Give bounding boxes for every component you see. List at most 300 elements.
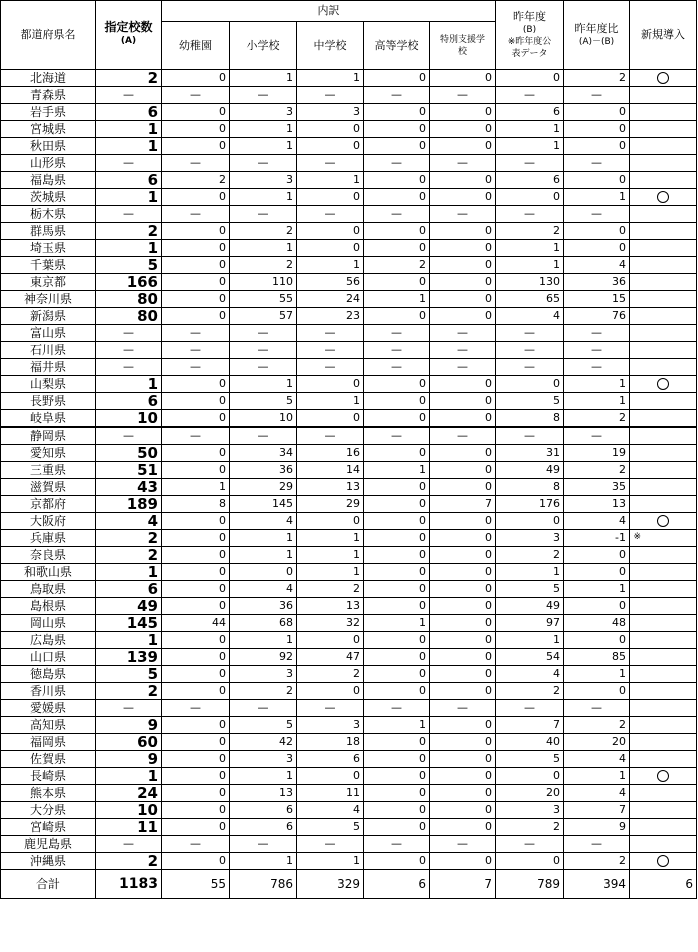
high-count: 0 <box>364 70 430 87</box>
table-row <box>1 632 697 649</box>
table-row <box>1 376 697 393</box>
ratio-number: 1 <box>619 582 627 595</box>
ratio-dash: — <box>564 427 630 445</box>
total-count: 1183 <box>96 870 162 899</box>
high-count: 0 <box>364 530 430 547</box>
ratio-value <box>564 496 630 513</box>
header-ratio-label: 昨年度比 <box>574 22 619 35</box>
junior-high-count: 1 <box>297 564 364 581</box>
table-row <box>1 462 697 479</box>
ratio-value <box>564 189 630 206</box>
prev-year-count: 97 <box>496 615 564 632</box>
ratio-value <box>564 649 630 666</box>
table-row <box>1 853 697 870</box>
high-count: 0 <box>364 666 430 683</box>
new-cell <box>630 376 697 393</box>
prev-dash: — <box>496 342 564 359</box>
designated-count: 5 <box>96 257 162 274</box>
ratio-value <box>564 564 630 581</box>
new-cell <box>630 564 697 581</box>
pref-name: 島根県 <box>1 598 96 615</box>
junior-high-count: 0 <box>297 410 364 428</box>
table-row <box>1 155 697 172</box>
prev-year-count: 49 <box>496 598 564 615</box>
new-cell <box>630 598 697 615</box>
special-dash: — <box>430 359 496 376</box>
pref-name: 栃木県 <box>1 206 96 223</box>
elementary-count: 3 <box>230 104 297 121</box>
pref-name: 岩手県 <box>1 104 96 121</box>
count-dash: — <box>96 206 162 223</box>
pref-name: 奈良県 <box>1 547 96 564</box>
designated-count: 51 <box>96 462 162 479</box>
elementary-dash: — <box>230 359 297 376</box>
junior-high-count: 32 <box>297 615 364 632</box>
table-row <box>1 189 697 206</box>
elementary-dash: — <box>230 700 297 717</box>
prev-year-count: 49 <box>496 462 564 479</box>
prev-year-count: 4 <box>496 666 564 683</box>
kindergarten-count: 0 <box>162 240 230 257</box>
header-ratio-formula: (A)－(B) <box>578 37 615 47</box>
kindergarten-count: 0 <box>162 717 230 734</box>
table-row <box>1 547 697 564</box>
ratio-number: 0 <box>619 633 627 646</box>
pref-name: 秋田県 <box>1 138 96 155</box>
pref-name: 大分県 <box>1 802 96 819</box>
new-cell <box>630 615 697 632</box>
kindergarten-count: 0 <box>162 257 230 274</box>
new-cell <box>630 104 697 121</box>
high-count: 0 <box>364 223 430 240</box>
designated-count: 6 <box>96 104 162 121</box>
total-new: 6 <box>630 870 697 899</box>
ratio-value <box>564 104 630 121</box>
special-count: 0 <box>430 462 496 479</box>
kindergarten-count: 0 <box>162 291 230 308</box>
pref-name: 北海道 <box>1 70 96 87</box>
special-dash: — <box>430 87 496 104</box>
designated-count: 6 <box>96 581 162 598</box>
new-cell <box>630 189 697 206</box>
table-row <box>1 257 697 274</box>
ratio-number: 0 <box>619 599 627 612</box>
high-count: 0 <box>364 785 430 802</box>
new-cell <box>630 308 697 325</box>
elementary-count: 3 <box>230 751 297 768</box>
designated-count: 1 <box>96 768 162 785</box>
elementary-count: 1 <box>230 376 297 393</box>
total-row <box>1 870 697 899</box>
high-count: 0 <box>364 734 430 751</box>
new-cell <box>630 70 697 87</box>
ratio-value <box>564 819 630 836</box>
high-count: 0 <box>364 410 430 428</box>
special-count: 0 <box>430 410 496 428</box>
prev-year-count: 1 <box>496 138 564 155</box>
pref-name: 佐賀県 <box>1 751 96 768</box>
new-cell <box>630 206 697 223</box>
high-count: 2 <box>364 257 430 274</box>
ratio-value <box>564 410 630 428</box>
high-count: 0 <box>364 649 430 666</box>
ratio-value <box>564 581 630 598</box>
ratio-number: 2 <box>619 463 627 476</box>
junior-high-count: 29 <box>297 496 364 513</box>
high-count: 0 <box>364 802 430 819</box>
new-cell <box>630 393 697 410</box>
designated-count: 10 <box>96 802 162 819</box>
prev-dash: — <box>496 700 564 717</box>
header-special-line2: 校 <box>458 46 468 57</box>
table-row <box>1 683 697 700</box>
junior-high-dash: — <box>297 836 364 853</box>
special-count: 0 <box>430 393 496 410</box>
high-count: 0 <box>364 819 430 836</box>
total-ratio: 394 <box>564 870 630 899</box>
ratio-number: 4 <box>619 514 627 527</box>
high-count: 0 <box>364 138 430 155</box>
ratio-value <box>564 734 630 751</box>
elementary-count: 5 <box>230 393 297 410</box>
designated-count: 9 <box>96 751 162 768</box>
table-row <box>1 581 697 598</box>
prev-year-count: 4 <box>496 308 564 325</box>
elementary-count: 3 <box>230 172 297 189</box>
prev-year-count: 0 <box>496 376 564 393</box>
new-adoption-circle-icon <box>657 378 669 390</box>
junior-high-count: 0 <box>297 376 364 393</box>
prev-year-count: 1 <box>496 240 564 257</box>
pref-name: 香川県 <box>1 683 96 700</box>
pref-name: 滋賀県 <box>1 479 96 496</box>
ratio-number: 0 <box>619 173 627 186</box>
table-row <box>1 700 697 717</box>
kindergarten-count: 0 <box>162 649 230 666</box>
kindergarten-count: 0 <box>162 853 230 870</box>
ratio-value <box>564 530 642 547</box>
special-count: 0 <box>430 581 496 598</box>
ratio-value <box>564 717 630 734</box>
new-cell <box>630 291 697 308</box>
elementary-count: 1 <box>230 768 297 785</box>
pref-name: 青森県 <box>1 87 96 104</box>
special-count: 0 <box>430 649 496 666</box>
table-row <box>1 410 697 428</box>
special-count: 0 <box>430 564 496 581</box>
kindergarten-dash: — <box>162 359 230 376</box>
elementary-dash: — <box>230 87 297 104</box>
ratio-value <box>564 513 630 530</box>
elementary-count: 1 <box>230 138 297 155</box>
header-prev-b: (B) <box>522 25 537 35</box>
new-cell <box>630 581 697 598</box>
junior-high-count: 4 <box>297 802 364 819</box>
ratio-value <box>564 393 630 410</box>
header-designated <box>96 1 162 70</box>
designated-count: 2 <box>96 223 162 240</box>
pref-name: 福島県 <box>1 172 96 189</box>
junior-high-count: 24 <box>297 291 364 308</box>
total-label: 合計 <box>1 870 96 899</box>
pref-name: 新潟県 <box>1 308 96 325</box>
prev-year-count: 8 <box>496 479 564 496</box>
pref-name: 富山県 <box>1 325 96 342</box>
designated-count: 1 <box>96 138 162 155</box>
table-row <box>1 240 697 257</box>
kindergarten-count: 0 <box>162 70 230 87</box>
designated-count: 10 <box>96 410 162 428</box>
ratio-number: 36 <box>612 275 627 288</box>
kindergarten-count: 0 <box>162 564 230 581</box>
pref-name: 神奈川県 <box>1 291 96 308</box>
ratio-number: 1 <box>619 190 627 203</box>
prev-year-count: 2 <box>496 547 564 564</box>
table-row <box>1 513 697 530</box>
prev-year-count: 20 <box>496 785 564 802</box>
junior-high-count: 5 <box>297 819 364 836</box>
pref-name: 岐阜県 <box>1 410 96 428</box>
new-cell <box>630 87 697 104</box>
junior-high-count: 1 <box>297 393 364 410</box>
junior-high-count: 0 <box>297 121 364 138</box>
pref-name: 長崎県 <box>1 768 96 785</box>
table-row <box>1 802 697 819</box>
new-cell <box>630 785 697 802</box>
count-dash: — <box>96 155 162 172</box>
high-dash: — <box>364 206 430 223</box>
prev-year-count: 8 <box>496 410 564 428</box>
kindergarten-dash: — <box>162 206 230 223</box>
kindergarten-count: 0 <box>162 802 230 819</box>
junior-high-count: 14 <box>297 462 364 479</box>
ratio-value <box>564 462 630 479</box>
ratio-number: 4 <box>619 752 627 765</box>
ratio-number: 85 <box>612 650 627 663</box>
ratio-number: 1 <box>619 769 627 782</box>
high-count: 0 <box>364 104 430 121</box>
total-high: 6 <box>364 870 430 899</box>
ratio-number: 1 <box>619 394 627 407</box>
header-ratio <box>564 1 630 70</box>
prev-year-count: 31 <box>496 445 564 462</box>
designated-count: 189 <box>96 496 162 513</box>
prev-dash: — <box>496 325 564 342</box>
ratio-value <box>564 785 630 802</box>
designated-count: 4 <box>96 513 162 530</box>
pref-name: 山口県 <box>1 649 96 666</box>
junior-high-count: 0 <box>297 138 364 155</box>
designated-count: 1 <box>96 376 162 393</box>
header-designated-label: 指定校数 <box>104 20 153 34</box>
ratio-number: 15 <box>612 292 627 305</box>
pref-name: 宮崎県 <box>1 819 96 836</box>
pref-name: 京都府 <box>1 496 96 513</box>
special-count: 0 <box>430 479 496 496</box>
ratio-number: 2 <box>619 411 627 424</box>
high-count: 0 <box>364 564 430 581</box>
elementary-count: 4 <box>230 513 297 530</box>
new-cell <box>630 462 697 479</box>
ratio-number: 0 <box>619 684 627 697</box>
header-breakdown: 内訳 <box>162 1 496 22</box>
junior-high-count: 2 <box>297 666 364 683</box>
junior-high-count: 0 <box>297 240 364 257</box>
new-cell <box>630 649 697 666</box>
table-row <box>1 70 697 87</box>
table-body <box>1 70 697 870</box>
table-row <box>1 342 697 359</box>
kindergarten-count: 0 <box>162 751 230 768</box>
ratio-number: 0 <box>619 548 627 561</box>
high-dash: — <box>364 427 430 445</box>
special-dash: — <box>430 325 496 342</box>
pref-name: 群馬県 <box>1 223 96 240</box>
ratio-dash: — <box>564 836 630 853</box>
junior-high-count: 1 <box>297 70 364 87</box>
designated-count: 43 <box>96 479 162 496</box>
elementary-count: 5 <box>230 717 297 734</box>
elementary-count: 1 <box>230 240 297 257</box>
special-count: 7 <box>430 496 496 513</box>
elementary-count: 110 <box>230 274 297 291</box>
kindergarten-dash: — <box>162 700 230 717</box>
junior-high-dash: — <box>297 359 364 376</box>
new-cell <box>630 445 697 462</box>
junior-high-count: 3 <box>297 717 364 734</box>
pref-name: 埼玉県 <box>1 240 96 257</box>
high-count: 0 <box>364 308 430 325</box>
special-dash: — <box>430 700 496 717</box>
ratio-value <box>564 802 630 819</box>
prev-year-count: 5 <box>496 393 564 410</box>
high-dash: — <box>364 155 430 172</box>
ratio-dash: — <box>564 155 630 172</box>
ratio-number: 48 <box>612 616 627 629</box>
kindergarten-count: 44 <box>162 615 230 632</box>
elementary-count: 1 <box>230 70 297 87</box>
prev-year-count: 0 <box>496 513 564 530</box>
pref-name: 沖縄県 <box>1 853 96 870</box>
ratio-value <box>564 598 630 615</box>
special-dash: — <box>430 206 496 223</box>
special-count: 0 <box>430 785 496 802</box>
designated-count: 1 <box>96 121 162 138</box>
special-count: 0 <box>430 853 496 870</box>
prev-year-count: 54 <box>496 649 564 666</box>
junior-high-count: 23 <box>297 308 364 325</box>
special-count: 0 <box>430 768 496 785</box>
header-high: 高等学校 <box>364 22 430 70</box>
total-prev: 789 <box>496 870 564 899</box>
junior-high-count: 2 <box>297 581 364 598</box>
prev-year-count: 2 <box>496 683 564 700</box>
table-row <box>1 564 697 581</box>
special-count: 0 <box>430 308 496 325</box>
prev-year-count: 1 <box>496 564 564 581</box>
special-count: 0 <box>430 666 496 683</box>
high-count: 0 <box>364 121 430 138</box>
ratio-value <box>564 70 630 87</box>
total-junior-high: 329 <box>297 870 364 899</box>
total-kindergarten: 55 <box>162 870 230 899</box>
header-prev-label: 昨年度 <box>513 10 547 23</box>
designated-count: 145 <box>96 615 162 632</box>
table-row <box>1 393 697 410</box>
prev-dash: — <box>496 206 564 223</box>
elementary-dash: — <box>230 836 297 853</box>
ratio-dash: — <box>564 359 630 376</box>
ratio-number: 0 <box>619 241 627 254</box>
junior-high-count: 18 <box>297 734 364 751</box>
new-cell <box>630 751 697 768</box>
table-row <box>1 138 697 155</box>
high-count: 0 <box>364 445 430 462</box>
kindergarten-count: 0 <box>162 121 230 138</box>
high-count: 0 <box>364 581 430 598</box>
count-dash: — <box>96 359 162 376</box>
junior-high-dash: — <box>297 87 364 104</box>
table-row <box>1 308 697 325</box>
elementary-count: 2 <box>230 683 297 700</box>
ratio-number: 4 <box>619 786 627 799</box>
elementary-count: 4 <box>230 581 297 598</box>
special-count: 0 <box>430 530 496 547</box>
header-prev <box>496 1 564 70</box>
ratio-value <box>564 172 630 189</box>
new-cell <box>630 513 697 530</box>
prev-year-count: 0 <box>496 70 564 87</box>
header-prev-note2: 表データ <box>511 49 548 59</box>
junior-high-dash: — <box>297 700 364 717</box>
table-row <box>1 785 697 802</box>
prev-dash: — <box>496 836 564 853</box>
designated-count: 6 <box>96 172 162 189</box>
designated-count: 1 <box>96 564 162 581</box>
special-count: 0 <box>430 240 496 257</box>
new-cell <box>630 547 697 564</box>
pref-name: 愛媛県 <box>1 700 96 717</box>
special-count: 0 <box>430 138 496 155</box>
kindergarten-count: 0 <box>162 666 230 683</box>
high-count: 1 <box>364 717 430 734</box>
high-count: 0 <box>364 598 430 615</box>
prev-year-count: 6 <box>496 172 564 189</box>
junior-high-count: 13 <box>297 479 364 496</box>
designated-count: 2 <box>96 70 162 87</box>
ratio-number: 0 <box>619 122 627 135</box>
kindergarten-count: 0 <box>162 581 230 598</box>
high-count: 0 <box>364 274 430 291</box>
table-row <box>1 530 697 547</box>
kindergarten-count: 0 <box>162 189 230 206</box>
prev-year-count: 176 <box>496 496 564 513</box>
ratio-number: 76 <box>612 309 627 322</box>
ratio-number: 0 <box>619 224 627 237</box>
elementary-count: 57 <box>230 308 297 325</box>
kindergarten-count: 2 <box>162 172 230 189</box>
total-special: 7 <box>430 870 496 899</box>
prev-year-count: 2 <box>496 819 564 836</box>
elementary-count: 0 <box>230 564 297 581</box>
new-cell <box>630 819 697 836</box>
ratio-value <box>564 121 630 138</box>
prev-dash: — <box>496 359 564 376</box>
elementary-dash: — <box>230 427 297 445</box>
table-row <box>1 649 697 666</box>
prev-year-count: 1 <box>496 257 564 274</box>
new-cell <box>630 853 697 870</box>
